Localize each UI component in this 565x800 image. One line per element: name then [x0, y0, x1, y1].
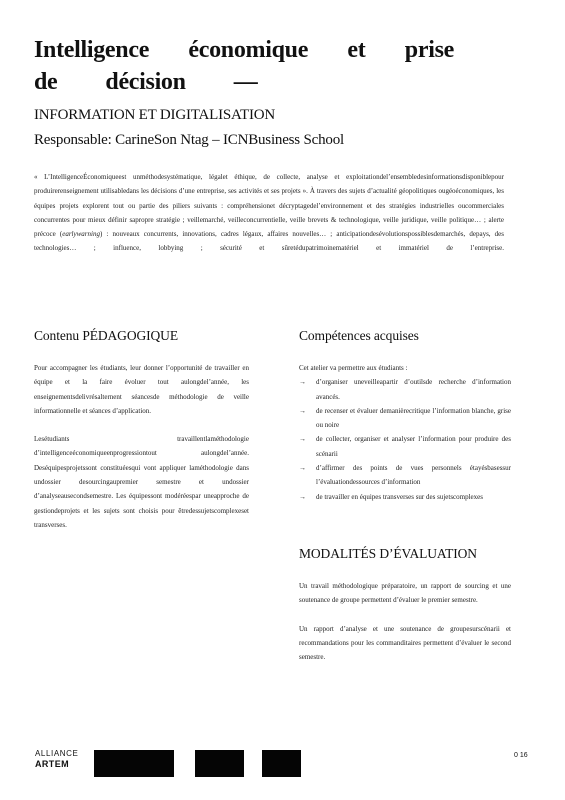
contenu-section — [34, 361, 249, 546]
intro-text: ) : nouveaux concurrents, innovations, cadres légaux, affaires nouvelles… ; anticipationdesévolutionspossiblesdemarchés, depays, des technologies… ; influence, lobbying ; sécurité et sûretédupatrimoinematériel et immatériel de l’entreprise. — [34, 230, 504, 253]
page-number: 0 16 — [514, 752, 528, 759]
redaction-block — [262, 750, 301, 777]
modalites-heading: MODALITÉS D’ÉVALUATION — [299, 546, 477, 561]
list-item: → de recenser et évaluer demanièrecritique l’information blanche, grise ou noire — [299, 404, 511, 433]
contenu-paragraph: Pour accompagner les étudiants, leur donner l’opportunité de travailler en équipe et la faire évoluer tout aulongdel’année, les enseignementsdelivrésalternent séancesde méthodologie de veille informationnelle et séances d’application. — [34, 364, 249, 415]
modalites-section — [299, 579, 511, 678]
contenu-heading: Contenu PÉDAGOGIQUE — [34, 328, 178, 343]
competences-heading: Compétences acquises — [299, 328, 419, 343]
list-item: → d’organiser uneveilleapartir d’outilsde recherche d’information avancés. — [299, 375, 511, 404]
responsable-line: Responsable: CarineSon Ntag – ICNBusiness School — [34, 132, 344, 148]
intro-italic-term: earlywarning — [62, 230, 100, 239]
competences-section — [299, 361, 511, 504]
title-word: Intelligence — [34, 37, 150, 63]
title-word: de — [34, 69, 58, 95]
intro-paragraph — [34, 170, 504, 256]
redaction-block — [94, 750, 174, 777]
title-word: économique — [188, 37, 309, 63]
contenu-paragraph: Lesétudiants travaillentlaméthodologie d’intelligenceéconomiqueenprogressiontout aulongdel’année. Deséquipesprojetssont constituéesqui vont appliquer laméthodologie dans undossier desourcingaupremier semestre et undossier d’analyseausecondsemestre. Les équipessont modéréespar uneapproche de gestiondeprojets et les sujets sont choisis pour êtredessujetscomplexeset transverses. — [34, 435, 249, 529]
competences-intro: Cet atelier va permettre aux étudiants : — [299, 364, 408, 372]
list-item: → de collecter, organiser et analyser l’information pour produire des scénarii — [299, 432, 511, 461]
modalites-paragraph: Un travail méthodologique préparatoire, un rapport de sourcing et une soutenance de groupe permettent d’évaluer le premier semestre. — [299, 582, 511, 605]
redaction-block — [195, 750, 244, 777]
page-subtitle: INFORMATION ET DIGITALISATION — [34, 107, 276, 123]
title-word: prise — [404, 37, 454, 63]
logo-line: ALLIANCE — [35, 749, 79, 758]
modalites-paragraph: Un rapport d’analyse et une soutenance de groupesurscénarii et recommandations pour les commanditaires permettent d’évaluer le second semestre. — [299, 624, 511, 662]
title-word: décision — [105, 69, 186, 95]
logo-line: ARTEM — [35, 759, 69, 769]
page-title — [34, 34, 534, 98]
title-word: et — [347, 37, 366, 63]
list-item: → de travailler en équipes transverses sur des sujetscomplexes — [299, 490, 511, 504]
intro-text: « L’IntelligenceÉconomiqueest unméthodesystématique, légalet éthique, de collecte, analyse et exploitationdel’ensembledesinformationsdisponiblepour produirerenseignement utilisabledans les décisions d’une entreprise, ses activités et ses projets ». À travers des sujets d’actualité géopolitiques ougéoéconomiques, les équipes projets explorent tout ou partie des piliers suivants : compréhensionet décryptagedel’environnement et des stratégies industrielles oucommerciales concurrentes pour mieux définir sapropre stratégie ; veillemarché, veilleconcurrentielle, veille brevets & technologique, veille juridique, veille politique… ; alerte précoce ( — [34, 173, 504, 239]
list-item: → d’affirmer des points de vues personnels étayésbasessur l’évaluationdessources d’information — [299, 461, 511, 490]
competences-list — [299, 375, 511, 504]
title-word: — — [233, 69, 258, 95]
alliance-artem-logo — [35, 749, 78, 769]
